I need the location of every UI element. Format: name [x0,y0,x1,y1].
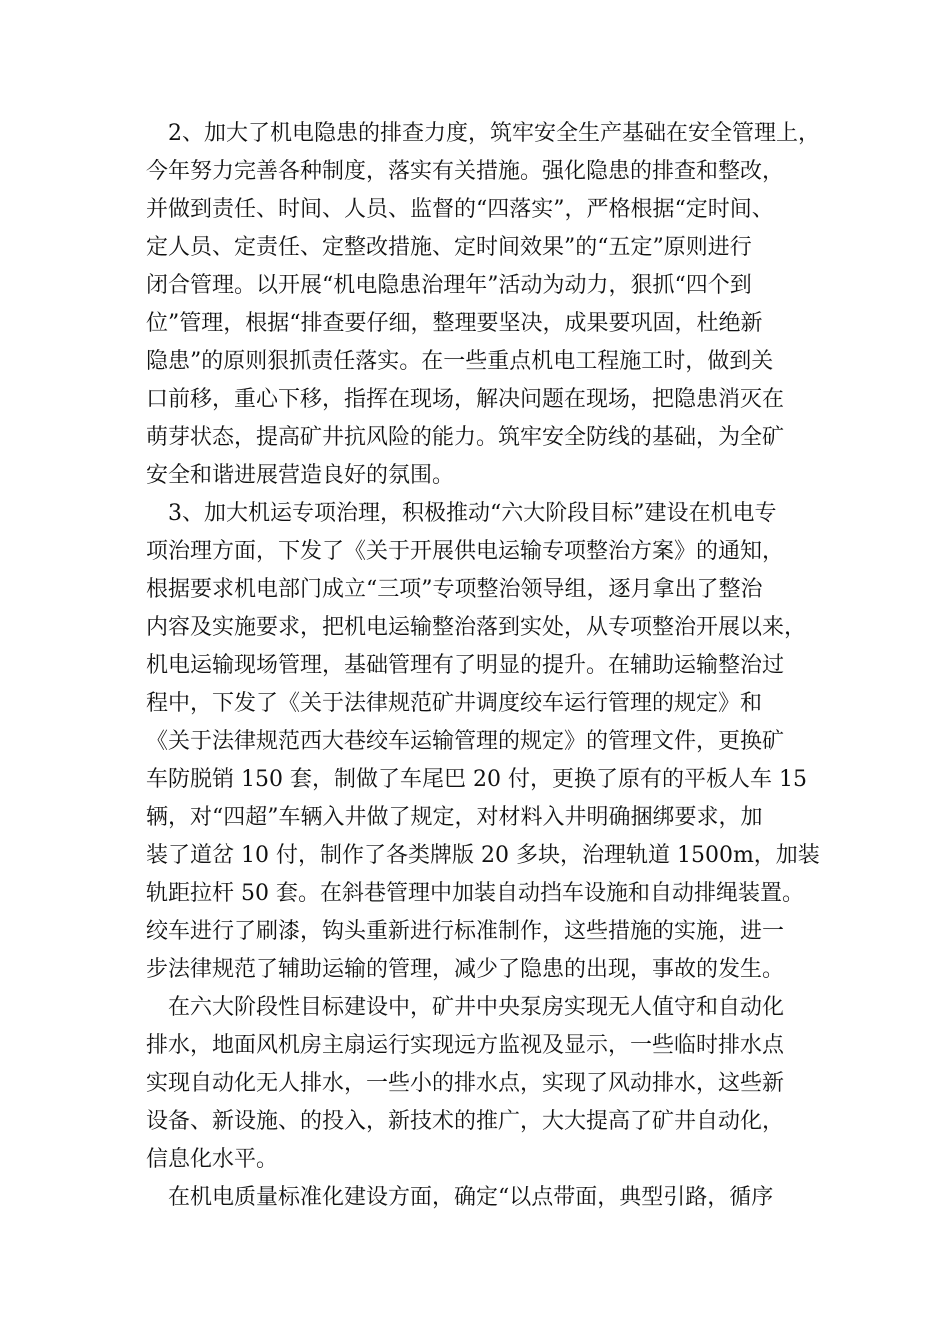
text-line: 在机电质量标准化建设方面，确定“以点带面，典型引路，循序 [168,1185,774,1210]
text-line: 实现自动化无人排水，一些小的排水点，实现了风动排水，这些新 [146,1071,785,1096]
text-line: 绞车进行了刷漆，钩头重新进行标准制作，这些措施的实施，进一 [146,919,785,944]
paragraph-3-transport-rectification [146,495,836,989]
text-line: 轨距拉杆 50 套。在斜巷管理中加装自动挡车设施和自动排绳装置。 [146,881,804,906]
text-line: 设备、新设施、的投入，新技术的推广，大大提高了矿井自动化， [146,1109,785,1134]
text-line: 闭合管理。以开展“机电隐患治理年”活动为动力，狠抓“四个到 [146,273,752,298]
text-line: 并做到责任、时间、人员、监督的“四落实”，严格根据“定时间、 [146,197,774,222]
text-line: 今年努力完善各种制度，落实有关措施。强化隐患的排查和整改， [146,159,785,184]
text-line: 《关于法律规范西大巷绞车运输管理的规定》的管理文件，更换矿 [146,729,785,754]
text-line: 步法律规范了辅助运输的管理，减少了隐患的出现，事故的发生。 [146,957,785,982]
text-line: 位”管理，根据“排查要仔细，整理要坚决，成果要巩固，杜绝新 [146,311,763,336]
text-line: 根据要求机电部门成立“三项”专项整治领导组，逐月拿出了整治 [146,577,763,602]
text-line: 3、加大机运专项治理，积极推动“六大阶段目标”建设在机电专 [168,501,777,526]
text-line: 车防脱销 150 套，制做了车尾巴 20 付，更换了原有的平板人车 15 [146,767,807,792]
document-body [146,115,836,1217]
text-line: 项治理方面，下发了《关于开展供电运输专项整治方案》的通知， [146,539,785,564]
text-line: 程中，下发了《关于法律规范矿井调度绞车运行管理的规定》和 [146,691,763,716]
paragraph-2-electromechanical-hazards [146,115,836,495]
text-line: 辆，对“四超”车辆入井做了规定，对材料入井明确捆绑要求，加 [146,805,763,830]
text-line: 装了道岔 10 付，制作了各类牌版 20 多块，治理轨道 1500m，加装 [146,843,820,868]
text-line: 口前移，重心下移，指挥在现场，解决问题在现场，把隐患消灭在 [146,387,785,412]
paragraph-quality-standardization [146,1179,836,1217]
text-line: 2、加大了机电隐患的排查力度，筑牢安全生产基础在安全管理上， [168,121,820,146]
text-line: 排水，地面风机房主扇运行实现远方监视及显示，一些临时排水点 [146,1033,785,1058]
text-line: 信息化水平。 [146,1147,279,1172]
text-line: 在六大阶段性目标建设中，矿井中央泵房实现无人值守和自动化 [168,995,785,1020]
text-line: 安全和谐进展营造良好的氛围。 [146,463,455,488]
text-line: 萌芽状态，提高矿井抗风险的能力。筑牢安全防线的基础，为全矿 [146,425,785,450]
text-line: 机电运输现场管理，基础管理有了明显的提升。在辅助运输整治过 [146,653,785,678]
text-line: 内容及实施要求，把机电运输整治落到实处，从专项整治开展以来， [146,615,807,640]
text-line: 定人员、定责任、定整改措施、定时间效果”的“五定”原则进行 [146,235,752,260]
text-line: 隐患”的原则狠抓责任落实。在一些重点机电工程施工时，做到关 [146,349,774,374]
paragraph-six-stage-goals [146,989,836,1179]
